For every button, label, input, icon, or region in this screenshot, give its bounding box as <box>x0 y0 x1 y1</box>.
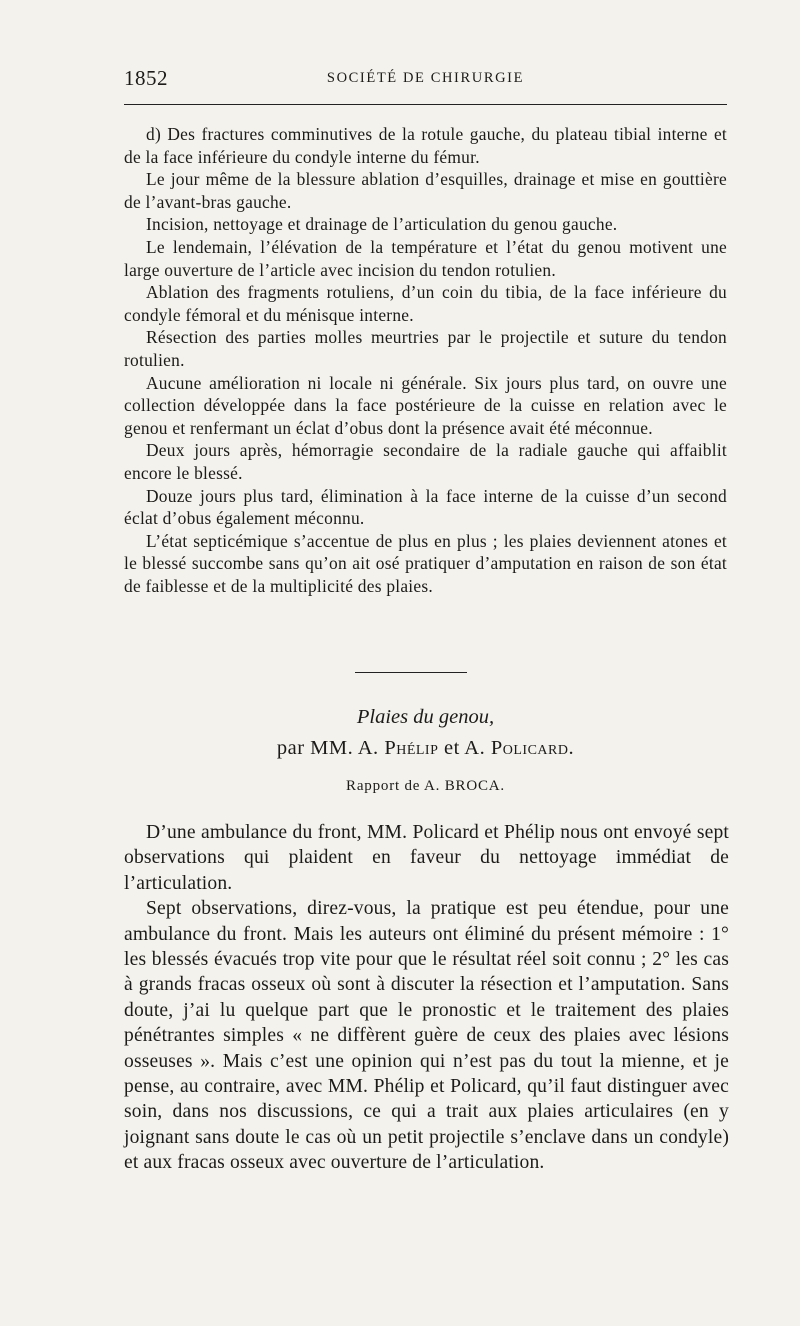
header-rule <box>124 104 727 105</box>
case-paragraph: Le lendemain, l’élévation de la température et l’état du genou motivent une large ouverture de l’article avec incision du tendon rotulien. <box>124 236 727 280</box>
authors-suffix: . <box>568 737 575 759</box>
author-name: Phélip <box>384 737 439 759</box>
journal-title: SOCIÉTÉ DE CHIRURGIE <box>326 70 525 86</box>
case-paragraph: L’état septicémique s’accentue de plus en plus ; les plaies deviennent atones et le blessé succombe sans qu’on ait osé pratiquer d’amputation en raison de son état de faiblesse et de la multiplicité des plaies. <box>124 530 727 596</box>
report-byline: Rapport de A. BROCA. <box>346 778 505 794</box>
case-paragraph <box>124 123 727 168</box>
case-paragraph: Incision, nettoyage et drainage de l’articulation du genou gauche. <box>146 214 618 235</box>
section-separator <box>355 672 467 673</box>
case-paragraph: Aucune amélioration ni locale ni générale. Six jours plus tard, on ouvre une collection développée dans la face postérieure de la cuisse en relation avec le genou et renfermant un éclat d’obus dont la présence avait été méconnue. <box>124 372 727 438</box>
running-head <box>124 66 727 90</box>
case-paragraph-text: d) Des fractures comminutives de la rotule gauche, du plateau tibial interne et de la face inférieure du condyle interne du fémur. <box>124 124 727 167</box>
article-authors <box>124 737 727 760</box>
case-paragraph: Deux jours après, hémorragie secondaire de la radiale gauche qui affaiblit encore le blessé. <box>124 440 727 483</box>
page-number: 1852 <box>124 66 168 90</box>
author-name: Policard <box>490 737 569 759</box>
body-paragraph: Sept observations, direz-vous, la pratique est peu étendue, pour une ambulance du front. Mais les auteurs ont éliminé du présent mémoire : 1° les blessés évacués trop vite pour que le résultat réel soit connu ; 2° les cas à grands fracas osseux où sont à discuter la résection et l’amputation. Sans doute, j’ai lu quelque part que le pronostic et le traitement des plaies pénétrantes simples « ne diffèrent guère de ceux des plaies avec lésions osseuses ». Mais c’est une opinion qui n’est pas du tout la mienne, et je pense, au contraire, avec MM. Phélip et Policard, qu’il faut distinguer avec soin, dans nos discussions, ce qui a trait aux plaies articulaires (en y joignant sans doute le cas où un petit projectile s’enclave dans un condyle) et aux fracas osseux avec ouverture de l’articulation. <box>124 898 729 1174</box>
case-paragraph: Douze jours plus tard, élimination à la face interne de la cuisse d’un second éclat d’obus également méconnu. <box>124 485 727 529</box>
authors-prefix: par MM. A. <box>276 737 385 759</box>
case-report <box>124 123 727 597</box>
case-paragraph: Résection des parties molles meurtries par le projectile et suture du tendon rotulien. <box>124 327 727 370</box>
authors-mid: et A. <box>438 737 491 759</box>
article-body <box>124 820 729 1176</box>
case-paragraph: Ablation des fragments rotuliens, d’un coin du tibia, de la face inférieure du condyle fémoral et du ménisque interne. <box>124 282 727 325</box>
article-title: Plaies du genou, <box>356 706 495 728</box>
case-paragraph: Le jour même de la blessure ablation d’esquilles, drainage et mise en gouttière de l’avant-bras gauche. <box>124 169 727 212</box>
body-paragraph: D’une ambulance du front, MM. Policard et Phélip nous ont envoyé sept observations qui plaident en faveur du nettoyage immédiat de l’articulation. <box>124 822 729 894</box>
